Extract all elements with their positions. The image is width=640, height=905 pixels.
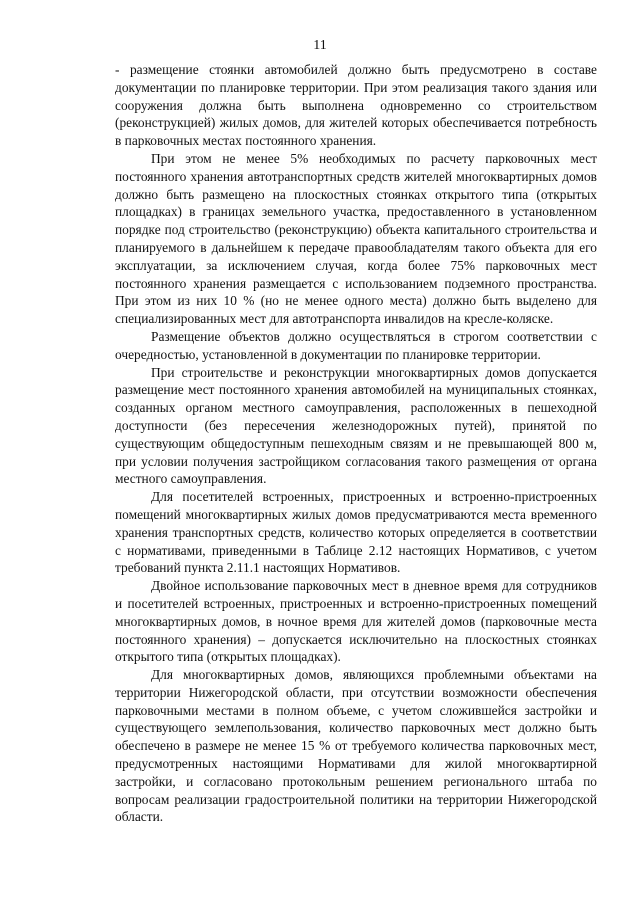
paragraph-7: Для многоквартирных домов, являющихся проблемными объектами на территории Нижегородской области, при отсутствии возможности обеспечения парковочными местами в полном объеме, с учетом сложившейся застройки и существующего землепользования, количество парковочных мест должно быть обеспечено в размере не менее 15 % от требуемого количества парковочных мест, предусмотренных настоящими Нормативами для жилой многоквартирной застройки, и согласовано протокольным решением регионального штаба по вопросам реализации градостроительной политики на территории Нижегородской области. bbox=[115, 667, 597, 825]
paragraph-4: При строительстве и реконструкции многоквартирных домов допускается размещение мест постоянного хранения автомобилей на муниципальных стоянках, созданных органом местного самоуправления, расположенных в пешеходной доступности (без пересечения железнодорожных путей), принятой по существующим общедоступным пешеходным связям и не превышающей 800 м, при условии получения застройщиком согласования такого размещения от органа местного самоуправления. bbox=[115, 364, 597, 487]
paragraph-2: При этом не менее 5% необходимых по расчету парковочных мест постоянного хранения автотранспортных средств жителей многоквартирных домов должно быть размещено на плоскостных стоянках открытого типа (открытых площадках) в границах земельного участка, предоставленного в установленном порядке под строительство (реконструкцию) объекта капитального строительства и планируемого в дальнейшем к передаче правообладателям такого объекта для его эксплуатации, за исключением случая, когда более 75% парковочных мест постоянного хранения размещается с использованием подземного пространства. При этом из них 10 % (но не менее одного места) должно быть выделено для специализированных мест для автотранспорта инвалидов на кресле-коляске. bbox=[115, 150, 597, 327]
paragraph-3: Размещение объектов должно осуществляться в строгом соответствии с очередностью, установленной в документации по планировке территории. bbox=[115, 328, 597, 362]
paragraph-5: Для посетителей встроенных, пристроенных и встроенно-пристроенных помещений многоквартирных жилых домов предусматриваются места временного хранения транспортных средств, количество которых определяется в соответствии с нормативами, приведенными в Таблице 2.12 настоящих Нормативов, с учетом требований пункта 2.11.1 настоящих Нормативов. bbox=[115, 489, 597, 576]
page-number: 11 bbox=[313, 38, 327, 53]
document-body bbox=[115, 61, 597, 826]
paragraph-1: - размещение стоянки автомобилей должно быть предусмотрено в составе документации по планировке территории. При этом реализация такого здания или сооружения должна быть выполнена одновременно со строительством (реконструкцией) жилых домов, для жителей которых обеспечивается потребность в парковочных местах постоянного хранения. bbox=[115, 62, 597, 149]
paragraph-6: Двойное использование парковочных мест в дневное время для сотрудников и посетителей встроенных, пристроенных и встроенно-пристроенных помещений многоквартирных домов, в ночное время для жителей домов (парковочные места постоянного хранения) – допускается исключительно на плоскостных стоянках открытого типа (открытых площадках). bbox=[115, 578, 597, 665]
